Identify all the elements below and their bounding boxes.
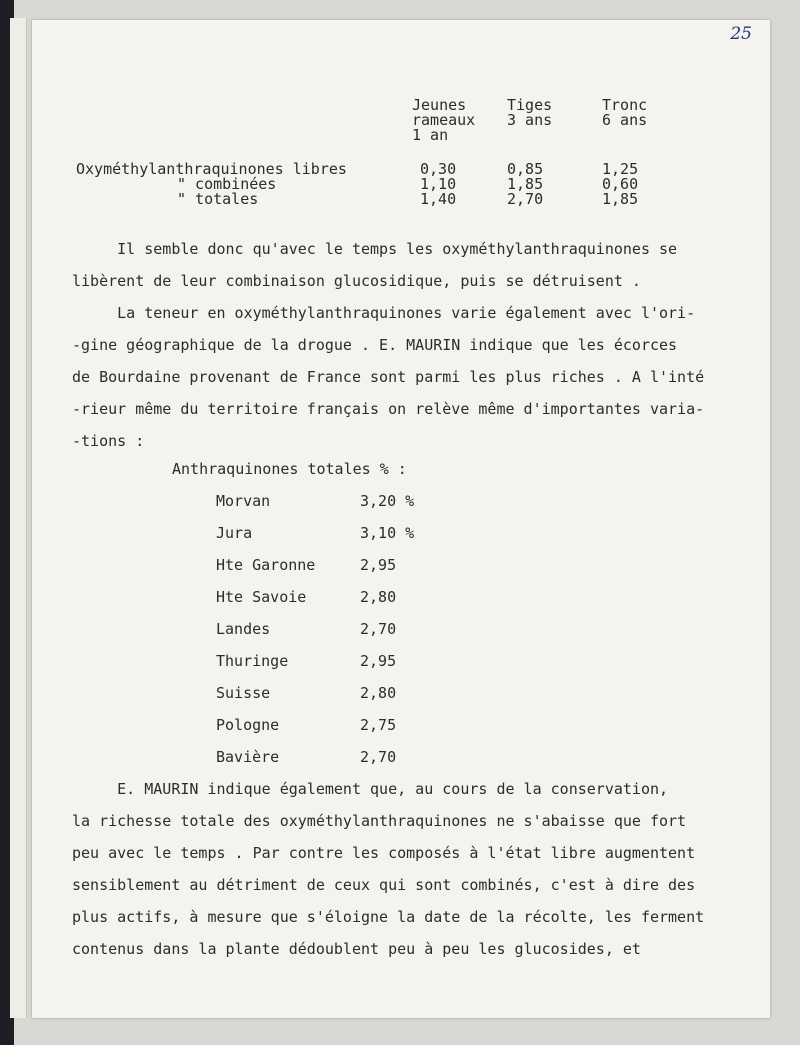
paragraph-line: La teneur en oxyméthylanthraquinones varie également avec l'ori- <box>72 304 696 322</box>
region-name: Morvan <box>216 492 271 510</box>
paragraph-line: E. MAURIN indique également que, au cours de la conservation, <box>72 780 669 798</box>
table-cell: 0,60 <box>602 175 639 193</box>
region-value: 3,10 % <box>360 524 415 542</box>
region-name: Suisse <box>216 684 271 702</box>
table-cell: 1,10 <box>420 175 457 193</box>
region-value: 2,95 <box>360 556 397 574</box>
table-cell: 1,25 <box>602 160 639 178</box>
list-title: Anthraquinones totales % : <box>172 460 407 478</box>
region-name: Hte Garonne <box>216 556 316 574</box>
row-label: " totales <box>177 190 259 208</box>
paragraph-line: -gine géographique de la drogue . E. MAURIN indique que les écorces <box>72 336 678 354</box>
region-name: Bavière <box>216 748 280 766</box>
region-value: 2,75 <box>360 716 397 734</box>
region-name: Thuringe <box>216 652 289 670</box>
document-page <box>32 20 770 1018</box>
paragraph-line: Il semble donc qu'avec le temps les oxyméthylanthraquinones se <box>72 240 678 258</box>
paragraph-line: contenus dans la plante dédoublent peu à peu les glucosides, et <box>72 940 641 958</box>
table-cell: 1,85 <box>602 190 639 208</box>
page-number: 25 <box>730 24 752 44</box>
region-value: 2,70 <box>360 748 397 766</box>
col-header-jeunes-rameaux: Jeunes rameaux 1 an <box>412 96 476 144</box>
paragraph-line: -rieur même du territoire français on relève même d'importantes varia- <box>72 400 705 418</box>
region-value: 2,95 <box>360 652 397 670</box>
paragraph-line: sensiblement au détriment de ceux qui sont combinés, c'est à dire des <box>72 876 696 894</box>
row-label: " combinées <box>177 175 277 193</box>
region-name: Hte Savoie <box>216 588 307 606</box>
paragraph-line: la richesse totale des oxyméthylanthraquinones ne s'abaisse que fort <box>72 812 687 830</box>
table-cell: 1,40 <box>420 190 457 208</box>
table-cell: 1,85 <box>507 175 544 193</box>
paragraph-line: plus actifs, à mesure que s'éloigne la date de la récolte, les ferment <box>72 908 705 926</box>
region-name: Pologne <box>216 716 280 734</box>
paragraph-line: libèrent de leur combinaison glucosidique, puis se détruisent . <box>72 272 641 290</box>
region-name: Jura <box>216 524 253 542</box>
binding-edge <box>10 18 27 1018</box>
region-value: 3,20 % <box>360 492 415 510</box>
paragraph-line: de Bourdaine provenant de France sont parmi les plus riches . A l'inté <box>72 368 705 386</box>
col-header-tronc: Tronc 6 ans <box>602 96 648 129</box>
col-header-tiges: Tiges 3 ans <box>507 96 553 129</box>
region-name: Landes <box>216 620 271 638</box>
region-value: 2,70 <box>360 620 397 638</box>
table-cell: 0,85 <box>507 160 544 178</box>
region-value: 2,80 <box>360 684 397 702</box>
paragraph-line: peu avec le temps . Par contre les composés à l'état libre augmentent <box>72 844 696 862</box>
table-cell: 2,70 <box>507 190 544 208</box>
region-value: 2,80 <box>360 588 397 606</box>
paragraph-line: -tions : <box>72 432 145 450</box>
table-cell: 0,30 <box>420 160 457 178</box>
row-label: Oxyméthylanthraquinones libres <box>76 160 347 178</box>
